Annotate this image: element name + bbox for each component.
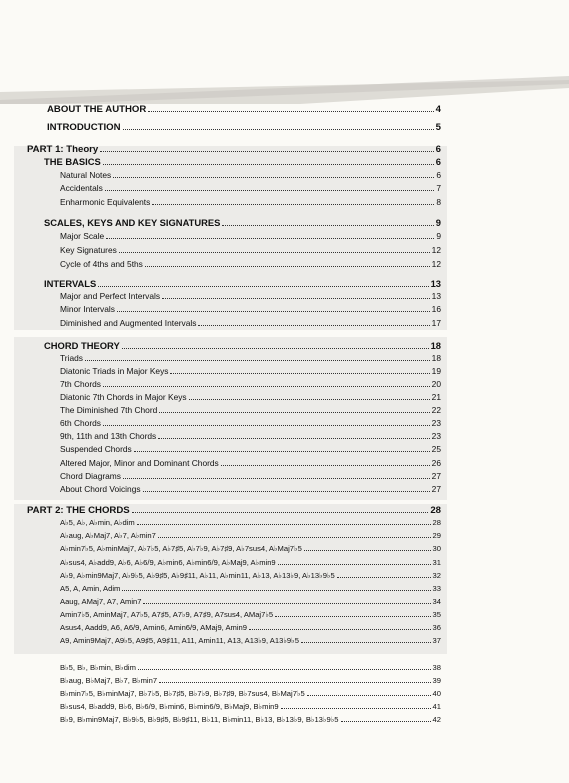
toc-entry bbox=[60, 418, 441, 428]
toc-entry bbox=[60, 444, 441, 454]
toc-entry bbox=[60, 183, 441, 193]
toc-entry-label: PART 1: Theory bbox=[27, 144, 99, 155]
toc-entry-label: A5, A, Amin, Adim bbox=[60, 584, 121, 593]
toc-entry-page: 13 bbox=[431, 291, 441, 301]
toc-entry-page: 37 bbox=[432, 636, 441, 645]
toc-entry-page: 21 bbox=[431, 392, 441, 402]
toc-entry-label: Enharmonic Equivalents bbox=[60, 197, 151, 207]
toc-entry-page: 13 bbox=[430, 278, 441, 289]
toc-entry-page: 35 bbox=[432, 610, 441, 619]
toc-entry-label: Altered Major, Minor and Dominant Chords bbox=[60, 458, 219, 468]
toc-entry-label: PART 2: THE CHORDS bbox=[27, 505, 130, 516]
toc-entry-page: 27 bbox=[431, 471, 441, 481]
toc-entry-page: 18 bbox=[430, 340, 441, 351]
toc-entry-page: 33 bbox=[432, 584, 441, 593]
dot-leader bbox=[119, 252, 430, 253]
toc-entry-page: 12 bbox=[431, 245, 441, 255]
toc-entry-page: 39 bbox=[432, 676, 441, 685]
dot-leader bbox=[123, 478, 430, 479]
dot-leader bbox=[278, 564, 431, 565]
toc-entry-label: A♭5, A♭, A♭min, A♭dim bbox=[60, 518, 135, 527]
toc-entry-label: Suspended Chords bbox=[60, 444, 132, 454]
toc-entry-label: B♭aug, B♭Maj7, B♭7, B♭min7 bbox=[60, 676, 158, 685]
toc-entry bbox=[60, 623, 441, 632]
toc-entry-page: 30 bbox=[432, 544, 441, 553]
toc-entry bbox=[60, 689, 441, 698]
toc-entry-page: 9 bbox=[436, 231, 441, 241]
dot-leader bbox=[137, 524, 431, 525]
dot-leader bbox=[307, 695, 431, 696]
toc-entry-label: B♭9, B♭min9Maj7, B♭9♭5, B♭9♯5, B♭9♯11, B♭11, B♭min11, B♭13, B♭13♭9, B♭13♭9♭5 bbox=[60, 715, 339, 724]
toc-entry-label: B♭min7♭5, B♭minMaj7, B♭7♭5, B♭7♯5, B♭7♭9, B♭7♯9, B♭7sus4, B♭Maj7♭5 bbox=[60, 689, 305, 698]
toc-entry-page: 7 bbox=[436, 183, 441, 193]
dot-leader bbox=[159, 682, 430, 683]
dot-leader bbox=[117, 311, 430, 312]
toc-entry bbox=[60, 597, 441, 606]
toc-entry-page: 8 bbox=[436, 197, 441, 207]
toc-entry bbox=[60, 366, 441, 376]
dot-leader bbox=[304, 550, 431, 551]
toc-entry bbox=[60, 170, 441, 180]
toc-entry-page: 28 bbox=[432, 518, 441, 527]
toc-entry bbox=[60, 636, 441, 645]
toc-entry bbox=[60, 318, 441, 328]
dot-leader bbox=[132, 512, 429, 513]
dot-leader bbox=[152, 204, 434, 205]
title-band-shape bbox=[0, 40, 569, 104]
toc-entry-label: Minor Intervals bbox=[60, 304, 115, 314]
toc-entry-page: 6 bbox=[436, 170, 441, 180]
toc-entry-label: Accidentals bbox=[60, 183, 103, 193]
toc-entry-page: 12 bbox=[431, 259, 441, 269]
toc-entry-label: 7th Chords bbox=[60, 379, 101, 389]
dot-leader bbox=[341, 721, 431, 722]
dot-leader bbox=[103, 164, 434, 165]
dot-leader bbox=[281, 708, 431, 709]
toc-entry bbox=[60, 715, 441, 724]
dot-leader bbox=[221, 465, 430, 466]
toc-entry bbox=[60, 558, 441, 567]
toc-entry-label: Major and Perfect Intervals bbox=[60, 291, 161, 301]
toc-entry bbox=[60, 471, 441, 481]
toc-entry bbox=[44, 156, 441, 167]
toc-entry bbox=[44, 217, 441, 228]
toc-entry-label: INTRODUCTION bbox=[47, 122, 121, 133]
toc-entry-page: 38 bbox=[432, 663, 441, 672]
dot-leader bbox=[249, 629, 431, 630]
dot-leader bbox=[198, 325, 429, 326]
toc-entry bbox=[47, 104, 441, 115]
toc-entry-page: 32 bbox=[432, 571, 441, 580]
dot-leader bbox=[100, 151, 433, 152]
toc-entry-page: 22 bbox=[431, 405, 441, 415]
toc-entry-page: 17 bbox=[431, 318, 441, 328]
dot-leader bbox=[123, 129, 434, 130]
title-banner bbox=[0, 40, 569, 104]
toc-entry bbox=[60, 610, 441, 619]
dot-leader bbox=[103, 425, 430, 426]
toc-entry-label: A♭aug, A♭Maj7, A♭7, A♭min7 bbox=[60, 531, 156, 540]
toc-entry bbox=[60, 245, 441, 255]
toc-entry-page: 23 bbox=[431, 431, 441, 441]
toc-entry-page: 27 bbox=[431, 484, 441, 494]
dot-leader bbox=[189, 399, 430, 400]
dot-leader bbox=[143, 491, 430, 492]
toc-entry-label: Key Signatures bbox=[60, 245, 117, 255]
toc-entry-page: 20 bbox=[431, 379, 441, 389]
toc-entry-page: 6 bbox=[435, 144, 441, 155]
toc-entry-label: ABOUT THE AUTHOR bbox=[47, 104, 147, 115]
dot-leader bbox=[162, 298, 430, 299]
toc-entry bbox=[60, 379, 441, 389]
dot-leader bbox=[138, 669, 431, 670]
dot-leader bbox=[148, 111, 433, 112]
toc-entry-label: B♭5, B♭, B♭min, B♭dim bbox=[60, 663, 136, 672]
toc-entry-label: INTERVALS bbox=[44, 278, 97, 289]
toc-entry-label: Major Scale bbox=[60, 231, 105, 241]
toc-entry-page: 28 bbox=[430, 505, 441, 516]
toc-entry-page: 4 bbox=[435, 104, 441, 115]
dot-leader bbox=[122, 348, 429, 349]
toc-entry-label: Cycle of 4ths and 5ths bbox=[60, 259, 143, 269]
dot-leader bbox=[158, 438, 429, 439]
toc-entry bbox=[27, 505, 441, 516]
toc-entry-label: Triads bbox=[60, 353, 83, 363]
toc-entry bbox=[60, 544, 441, 553]
toc-entry-label: Diatonic Triads in Major Keys bbox=[60, 366, 169, 376]
toc-entry bbox=[60, 518, 441, 527]
toc-entry bbox=[60, 531, 441, 540]
toc-entry bbox=[60, 259, 441, 269]
toc-entry-label: Chord Diagrams bbox=[60, 471, 121, 481]
toc-entry-page: 9 bbox=[435, 217, 441, 228]
dot-leader bbox=[222, 225, 433, 226]
dot-leader bbox=[170, 373, 429, 374]
toc-entry-page: 23 bbox=[431, 418, 441, 428]
toc-entry bbox=[60, 676, 441, 685]
dot-leader bbox=[122, 590, 430, 591]
toc-entry bbox=[60, 304, 441, 314]
toc-entry-label: THE BASICS bbox=[44, 156, 101, 167]
dot-leader bbox=[98, 286, 428, 287]
toc-entry-label: Amin7♭5, AminMaj7, A7♭5, A7♯5, A7♭9, A7♯9, A7sus4, AMaj7♭5 bbox=[60, 610, 274, 619]
dot-leader bbox=[106, 238, 434, 239]
toc-entry-label: A♭sus4, A♭add9, A♭6, A♭6/9, A♭min6, A♭min6/9, A♭Maj9, A♭min9 bbox=[60, 558, 276, 567]
toc-entry-label: 6th Chords bbox=[60, 418, 101, 428]
toc-entry bbox=[44, 340, 441, 351]
dot-leader bbox=[85, 360, 430, 361]
toc-entry-label: CHORD THEORY bbox=[44, 340, 120, 351]
toc-entry-page: 40 bbox=[432, 689, 441, 698]
dot-leader bbox=[301, 642, 431, 643]
toc-entry-page: 25 bbox=[431, 444, 441, 454]
toc-entry-label: Natural Notes bbox=[60, 170, 112, 180]
toc-entry bbox=[60, 405, 441, 415]
toc-entry-page: 36 bbox=[432, 623, 441, 632]
toc-entry-page: 34 bbox=[432, 597, 441, 606]
toc-entry-page: 26 bbox=[431, 458, 441, 468]
toc-entry bbox=[60, 571, 441, 580]
toc-entry-page: 42 bbox=[432, 715, 441, 724]
dot-leader bbox=[275, 616, 430, 617]
toc-entry bbox=[60, 197, 441, 207]
dot-leader bbox=[143, 603, 430, 604]
toc-entry bbox=[60, 458, 441, 468]
dot-leader bbox=[105, 190, 435, 191]
toc-entry-page: 29 bbox=[432, 531, 441, 540]
toc-entry-label: SCALES, KEYS AND KEY SIGNATURES bbox=[44, 217, 221, 228]
toc-entry bbox=[60, 431, 441, 441]
toc-entry-page: 5 bbox=[435, 122, 441, 133]
dot-leader bbox=[113, 177, 434, 178]
toc-entry-page: 16 bbox=[431, 304, 441, 314]
toc-entry bbox=[60, 584, 441, 593]
toc-entry-page: 41 bbox=[432, 702, 441, 711]
toc-entry-label: About Chord Voicings bbox=[60, 484, 141, 494]
dot-leader bbox=[145, 266, 430, 267]
toc-entry bbox=[44, 278, 441, 289]
toc-entry-page: 19 bbox=[431, 366, 441, 376]
toc-entry-label: A♭min7♭5, A♭minMaj7, A♭7♭5, A♭7♯5, A♭7♭9, A♭7♯9, A♭7sus4, A♭Maj7♭5 bbox=[60, 544, 302, 553]
toc-entry-page: 18 bbox=[431, 353, 441, 363]
toc-entry-label: A♭9, A♭min9Maj7, A♭9♭5, A♭9♯5, A♭9♯11, A♭11, A♭min11, A♭13, A♭13♭9, A♭13♭9♭5 bbox=[60, 571, 335, 580]
dot-leader bbox=[103, 386, 430, 387]
toc-entry bbox=[60, 484, 441, 494]
toc-entry bbox=[60, 291, 441, 301]
toc-entry-page: 31 bbox=[432, 558, 441, 567]
toc-entry bbox=[60, 663, 441, 672]
toc-entry-label: B♭sus4, B♭add9, B♭6, B♭6/9, B♭min6, B♭min6/9, B♭Maj9, B♭min9 bbox=[60, 702, 279, 711]
dot-leader bbox=[337, 577, 431, 578]
toc-entry-label: The Diminished 7th Chord bbox=[60, 405, 158, 415]
toc-entry-label: Diatonic 7th Chords in Major Keys bbox=[60, 392, 187, 402]
dot-leader bbox=[158, 537, 431, 538]
toc-entry bbox=[47, 122, 441, 133]
toc-entry bbox=[60, 702, 441, 711]
dot-leader bbox=[159, 412, 429, 413]
toc-entry-label: Aaug, AMaj7, A7, Amin7 bbox=[60, 597, 142, 606]
toc-entry bbox=[27, 144, 441, 155]
toc-entry-label: Diminished and Augmented Intervals bbox=[60, 318, 197, 328]
toc-entry bbox=[60, 231, 441, 241]
toc-entry-label: A9, Amin9Maj7, A9♭5, A9♯5, A9♯11, A11, Amin11, A13, A13♭9, A13♭9♭5 bbox=[60, 636, 299, 645]
toc-entry-label: Asus4, Aadd9, A6, A6/9, Amin6, Amin6/9, AMaj9, Amin9 bbox=[60, 623, 248, 632]
toc-entry bbox=[60, 392, 441, 402]
dot-leader bbox=[134, 451, 430, 452]
toc-entry-page: 6 bbox=[435, 156, 441, 167]
toc-entry-label: 9th, 11th and 13th Chords bbox=[60, 431, 157, 441]
toc-entry bbox=[60, 353, 441, 363]
